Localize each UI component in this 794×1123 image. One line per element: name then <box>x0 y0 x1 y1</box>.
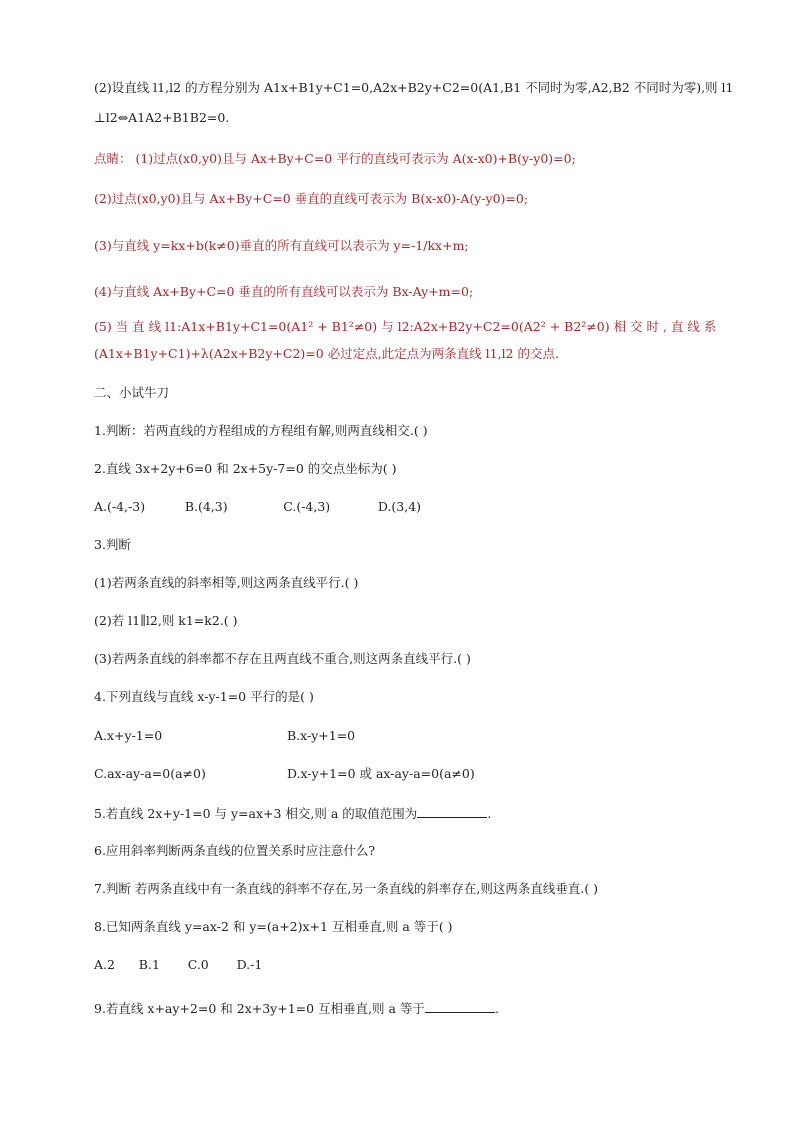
answer-blank[interactable] <box>417 805 487 818</box>
question-text: 5.若直线 2x+y-1=0 与 y=ax+3 相交,则 a 的取值范围为 <box>94 806 418 821</box>
question-line: 8.已知两条直线 y=ax-2 和 y=(a+2)x+1 互相垂直,则 a 等于( ) <box>94 919 453 934</box>
question-line: (3)若两条直线的斜率都不存在且两直线不重合,则这两条直线平行.( ) <box>94 651 471 666</box>
options-line: A.2 B.1 C.0 D.-1 <box>94 957 263 972</box>
answer-blank[interactable] <box>425 1000 495 1013</box>
section-heading: 二、小试牛刀 <box>94 385 170 400</box>
question-line: 2.直线 3x+2y+6=0 和 2x+5y-7=0 的交点坐标为( ) <box>94 461 397 476</box>
question-line: 6.应用斜率判断两条直线的位置关系时应注意什么? <box>94 843 376 858</box>
question-line: 5.若直线 2x+y-1=0 与 y=ax+3 相交,则 a 的取值范围为 . <box>94 806 492 821</box>
tip-line: (3)与直线 y=kx+b(k≠0)垂直的所有直线可以表示为 y=-1/kx+m; <box>94 238 469 253</box>
question-line: 7.判断 若两条直线中有一条直线的斜率不存在,另一条直线的斜率存在,则这两条直线垂直.( ) <box>94 881 599 896</box>
question-line: 9.若直线 x+ay+2=0 和 2x+3y+1=0 互相垂直,则 a 等于 . <box>94 1001 499 1016</box>
question-line: (2)若 l1∥l2,则 k1=k2.( ) <box>94 613 238 628</box>
option-c: C.ax-ay-a=0(a≠0) <box>94 766 206 781</box>
question-line: 1.判断：若两直线的方程组成的方程组有解,则两直线相交.( ) <box>94 423 428 438</box>
option-a: A.x+y-1=0 <box>94 728 163 743</box>
question-line: 3.判断 <box>94 537 131 552</box>
text-line: (2)设直线 l1,l2 的方程分别为 A1x+B1y+C1=0,A2x+B2y+C2=0(A1,B1 不同时为零,A2,B2 不同时为零),则 l1 <box>94 80 734 95</box>
options-line: A.(-4,-3) B.(4,3) C.(-4,3) D.(3,4) <box>94 499 422 514</box>
tip-line: (2)过点(x0,y0)且与 Ax+By+C=0 垂直的直线可表示为 B(x-x0)-A(y-y0)=0; <box>94 191 529 206</box>
text-line: ⊥l2⇔A1A2+B1B2=0. <box>94 110 230 125</box>
question-line: (1)若两条直线的斜率相等,则这两条直线平行.( ) <box>94 575 359 590</box>
tip-line: 点睛： (1)过点(x0,y0)且与 Ax+By+C=0 平行的直线可表示为 A(x-x0)+B(y-y0)=0; <box>94 151 576 166</box>
tip-line: (4)与直线 Ax+By+C=0 垂直的所有直线可以表示为 Bx-Ay+m=0; <box>94 284 474 299</box>
question-line: 4.下列直线与直线 x-y-1=0 平行的是( ) <box>94 689 314 704</box>
question-text: 9.若直线 x+ay+2=0 和 2x+3y+1=0 互相垂直,则 a 等于 <box>94 1001 425 1016</box>
tip-line: (5) 当 直 线 l1:A1x+B1y+C1=0(A1² + B1²≠0) 与 l2:A2x+B2y+C2=0(A2² + B2²≠0) 相 交 时 , 直 线 系 <box>94 319 717 334</box>
option-d: D.x-y+1=0 或 ax-ay-a=0(a≠0) <box>287 766 475 781</box>
tip-line: (A1x+B1y+C1)+λ(A2x+B2y+C2)=0 必过定点,此定点为两条直线 l1,l2 的交点. <box>94 346 559 361</box>
option-b: B.x-y+1=0 <box>287 728 356 743</box>
